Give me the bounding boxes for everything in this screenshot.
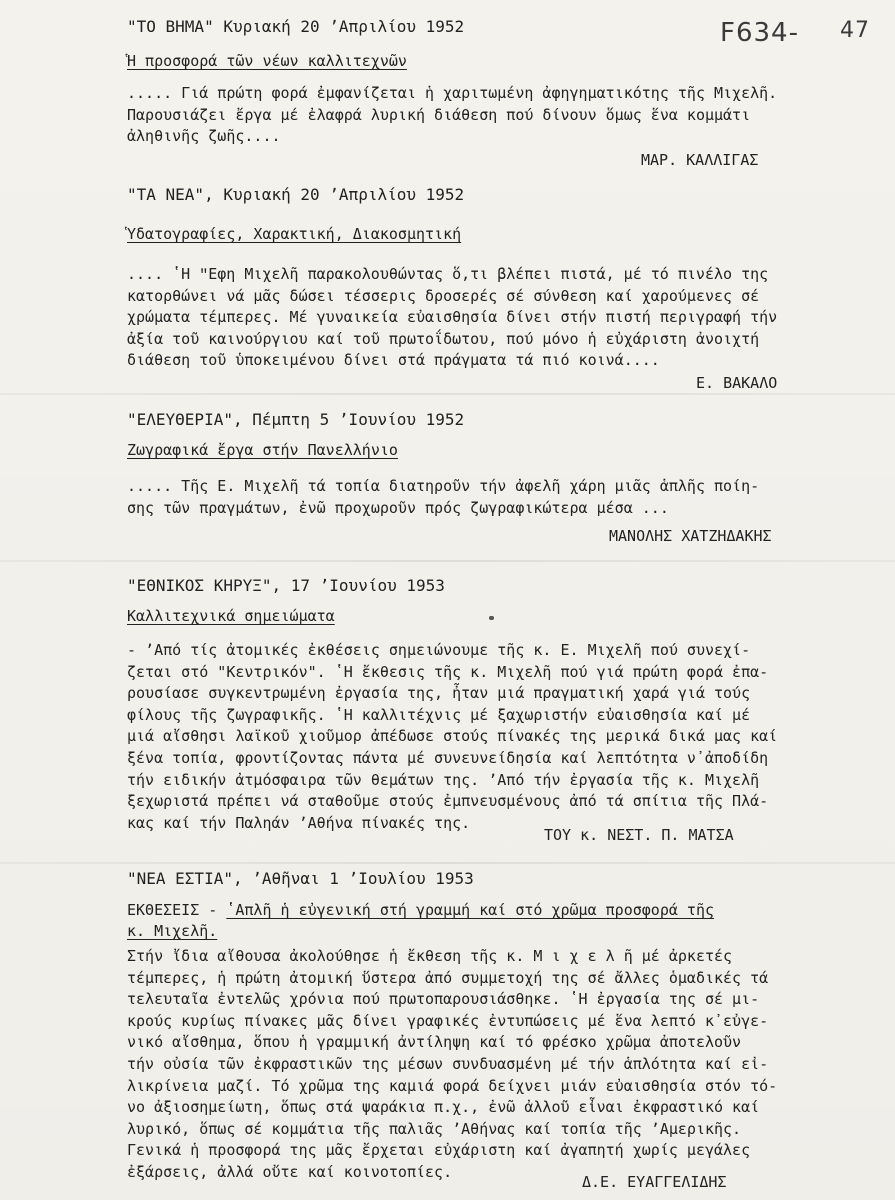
body-line: τήν ειδικήν ἀτμόσφαιρα τῶν θεμάτων της. ʼΑπό τήν ἐργασία τῆς κ. Μιχελῆ	[127, 770, 760, 789]
body-line: - ʼΑπό τίς ἀτομικές ἐκθέσεις σημειώνουμε τῆς κ. Ε. Μιχελῆ πού συνεχί-	[127, 641, 751, 659]
headline-text: κ. Μιχελῆ.	[127, 922, 218, 940]
body-line: Παρουσιάζει ἔργα μέ ἐλαφρά λυρική διάθεση πού δίνουν ὅμως ἕνα κομμάτι	[127, 105, 751, 124]
ink-dot	[489, 616, 494, 620]
body-line: μιά αἴσθησι λαϊκοῦ χιοῦμορ ἀπέδωσε στούς πίνακές της μερικά δικά μας καί	[127, 727, 778, 746]
body-line: ρουσίασε συγκεντρωμένη ἐργασία της, ἦταν μιά πραγματική χαρά γιά τούς	[127, 684, 751, 703]
article-source: "ΝΕΑ ΕΣΤΙΑ", ʼΑθῆναι 1 ʼΙουλίου 1953	[127, 869, 474, 888]
article-body	[127, 264, 887, 372]
body-line: ἐξάρσεις, ἀλλά οὔτε καί κοινοτοπίες.	[127, 1162, 453, 1181]
body-line: ξεχωριστά πρέπει νά σταθοῦμε στούς ἐμπνευσμένους ἀπό τά σπίτια τῆς Πλά-	[127, 792, 769, 811]
body-line: ξένα τοπία, φροντίζοντας πάντα μέ συνευνείδησία καί λεπτότητα ν᾽ἀποδίδη	[127, 748, 769, 767]
article-author: Ε. ΒΑΚΑΛΟ	[696, 374, 778, 392]
article-headline	[127, 901, 714, 919]
article-body	[127, 476, 887, 519]
article-headline: Ὑδατογραφίες, Χαρακτική, Διακοσμητική	[127, 225, 462, 243]
body-line: Στήν ἴδια αἴθουσα ἀκολούθησε ἡ ἔκθεση τῆς κ. Μ ι χ ε λ ῆ μέ ἀρκετές	[127, 947, 733, 965]
body-line: ..... Τῆς Ε. Μιχελῆ τά τοπία διατηροῦν τήν ἀφελῆ χάρη μιᾶς ἁπλῆς ποίη-	[127, 477, 760, 495]
body-line: κας καί τήν Παληάν ʼΑθήνα πίνακές της.	[127, 813, 471, 832]
fold-line	[0, 560, 895, 562]
body-line: φίλους τῆς ζωγραφικῆς. ʽΗ καλλιτέχνις μέ ξαχωριστήν εὐαισθησία καί μέ	[127, 705, 751, 724]
body-line: νο ἀξιοσημείωτη, ὅπως στά ψαράκια π.χ., ἐνῶ ἀλλοῦ εἶναι ἐκφραστικό καί	[127, 1098, 760, 1117]
body-line: λικρίνεια μαζί. Τό χρῶμα της καμιά φορά δείχνει μιάν εὐαισθησία στόν τό-	[127, 1076, 778, 1095]
body-line: κατορθώνει νά μᾶς δώσει τέσσερις δροσερές σέ σύνθεση καί χαρούμενες σέ	[127, 286, 760, 305]
article-headline-continued	[127, 922, 217, 940]
body-line: ζεται στό "Κεντρικόν". ʽΗ ἔκθεσις τῆς κ. Μιχελῆ πού γιά πρώτη φορά ἐπα-	[127, 662, 769, 681]
body-line: νικό αἴσθημα, ὅπου ἡ γραμμική ἀντίληψη καί τό φρέσκο χρῶμα ἀποτελοῦν	[127, 1033, 742, 1052]
article-body	[127, 946, 887, 1184]
body-line: τήν οὐσία τῶν ἐκφραστικῶν της μέσων συνδυασμένη μέ τήν ἁπλότητα καί εἰ-	[127, 1054, 769, 1073]
body-line: διάθεση τοῦ ὑποκειμένου δίνει στά πράγματα τά πιό κοινά....	[127, 351, 660, 370]
headline-prefix: ΕΚΘΕΣΕΙΣ -	[127, 901, 227, 919]
body-line: σης τῶν πραγμάτων, ἐνῶ προχωροῦν πρός ζωγραφικώτερα μέσα ...	[127, 498, 669, 517]
article-author: Δ.Ε. ΕΥΑΓΓΕΛΙΔΗΣ	[582, 1173, 727, 1191]
article-body	[127, 83, 887, 148]
body-line: ..... Γιά πρώτη φορά ἐμφανίζεται ἡ χαριτωμένη ἀφηγηματικότης τῆς Μιχελῆ.	[127, 84, 778, 102]
body-line: τελευταῖα ἐντελῶς χρόνια πού πρωτοπαρουσιάσθηκε. ʽΗ ἐργασία της σέ μι-	[127, 990, 760, 1009]
article-headline: Καλλιτεχνικά σημειώματα	[127, 607, 335, 625]
reference-code: F634-	[720, 18, 799, 48]
article-headline: Ζωγραφικά ἔργα στήν Πανελλήνιο	[127, 441, 398, 459]
fold-line	[0, 393, 895, 395]
article-author: ΤΟΥ κ. ΝΕΣΤ. Π. ΜΑΤΣΑ	[544, 826, 734, 844]
body-line: χρώματα τέμπερες. Μέ γυναικεία εὐαισθησία δίνει στήν πιστή περιγραφή τήν	[127, 308, 778, 327]
article-source: "ΕΘΝΙΚΟΣ ΚΗΡΥΞ", 17 ʼΙουνίου 1953	[127, 576, 445, 595]
article-source: "ΕΛΕΥΘΕΡΙΑ", Πέμπτη 5 ʼΙουνίου 1952	[127, 410, 465, 429]
body-line: Γενικά ἡ προσφορά της μᾶς ἔρχεται εὐχάριστη καί ἀγαπητή χωρίς μεγάλες	[127, 1141, 751, 1160]
headline-text: ʽΑπλῆ ἡ εὐγενική στή γραμμή καί στό χρῶμα προσφορά τῆς	[226, 901, 715, 919]
body-line: κρούς κυρίως πίνακες μᾶς δίνει γραφικές ἐντυπώσεις μέ ἕνα λεπτό κ᾽εὐγε-	[127, 1011, 769, 1030]
body-line: ἀξία τοῦ καινούργιου καί τοῦ πρωτοΐδωτου, πού μόνο ἡ εὐχάριστη ἀνοιχτή	[127, 329, 760, 348]
body-line: λυρικό, ὅπως σέ κομμάτια τῆς παλιᾶς ʼΑθήνας καί τοπία τῆς ʼΑμερικῆς.	[127, 1119, 742, 1138]
article-source: "ΤΑ ΝΕΑ", Κυριακή 20 ʼΑπριλίου 1952	[127, 185, 465, 204]
article-body	[127, 640, 887, 834]
article-headline: Ἡ προσφορά τῶν νέων καλλιτεχνῶν	[127, 52, 407, 70]
article-source: "ΤΟ ΒΗΜΑ" Κυριακή 20 ʼΑπριλίου 1952	[127, 17, 465, 36]
body-line: τέμπερες, ἡ πρώτη ἀτομική ὕστερα ἀπό συμμετοχή της σέ ἄλλες ὁμαδικές τά	[127, 968, 769, 987]
body-line: .... ʽΗ ʺΕφη Μιχελῆ παρακολουθώντας ὅ,τι βλέπει πιστά, μέ τό πινέλο της	[127, 265, 769, 283]
fold-line	[0, 862, 895, 864]
article-author: ΜΑΝΟΛΗΣ ΧΑΤΖΗΔΑΚΗΣ	[609, 527, 772, 545]
body-line: ἀληθινῆς ζωῆς....	[127, 127, 281, 146]
page-number: 47	[840, 18, 870, 43]
article-author: ΜΑΡ. ΚΑΛΛΙΓΑΣ	[641, 151, 759, 169]
